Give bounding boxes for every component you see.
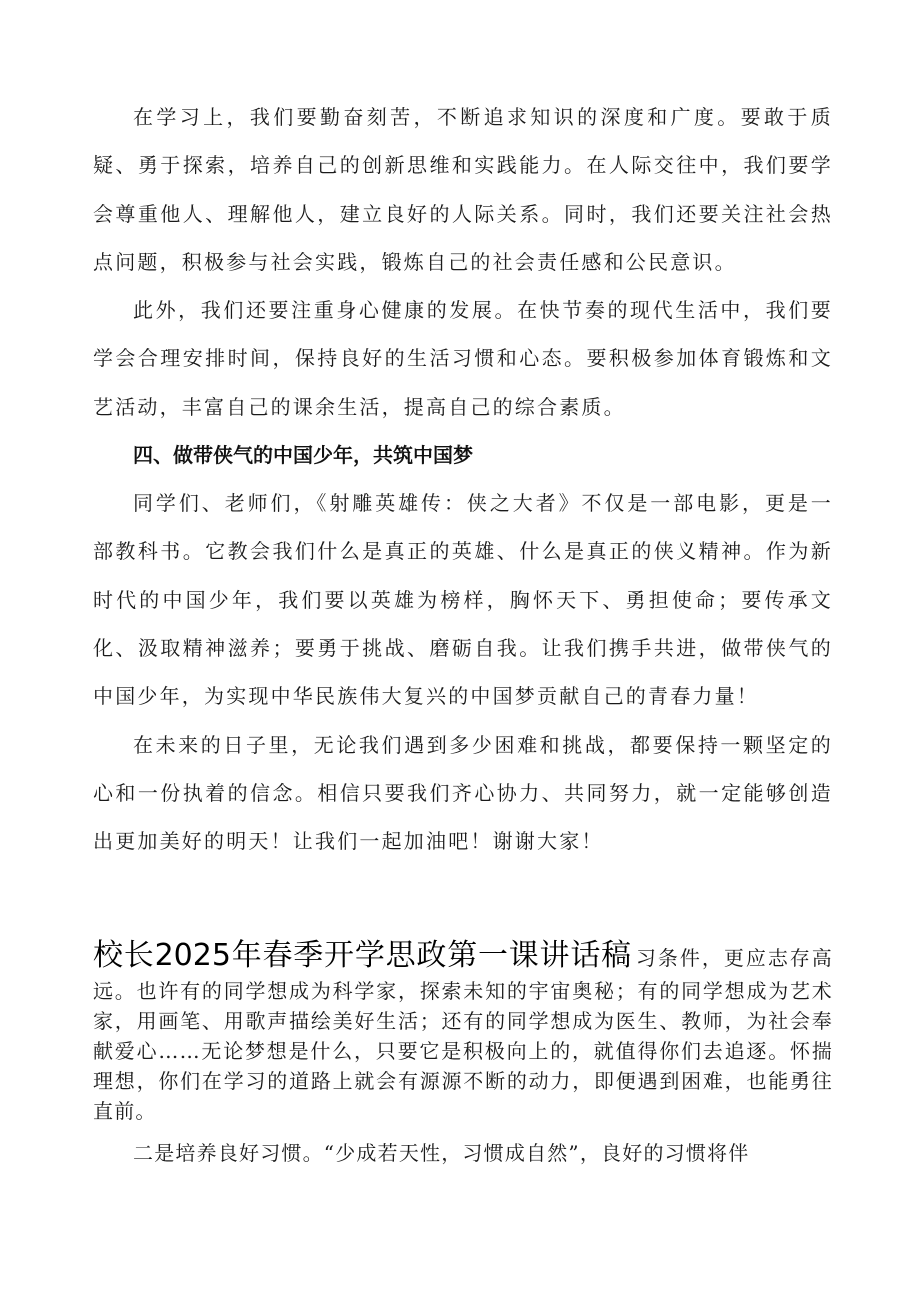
article-title: 校长2025年春季开学思政第一课讲话稿 (93, 938, 632, 973)
paragraph-study: 在学习上，我们要勤奋刻苦，不断追求知识的深度和广度。要敢于质疑、勇于探索，培养自己的创新思维和实践能力。在人际交往中，我们要学会尊重他人、理解他人，建立良好的人际关系。同时，我们还要关注社会热点问题，积极参与社会实践，锻炼自己的社会责任感和公民意识。 (93, 105, 833, 274)
speech-body-section (93, 93, 833, 865)
article-lead (93, 936, 833, 1126)
paragraph-habits: 二是培养良好习惯。“少成若天性，习惯成自然”，良好的习惯将伴 (133, 1141, 750, 1165)
paragraph-closing: 在未来的日子里，无论我们遇到多少困难和挑战，都要保持一颗坚定的心和一份执着的信念。相信只要我们齐心协力、共同努力，就一定能够创造出更加美好的明天！让我们一起加油吧！谢谢大家！ (93, 732, 833, 854)
paragraph-hero-film: 同学们、老师们，《射雕英雄传：侠之大者》不仅是一部电影，更是一部教科书。它教会我们什么是真正的英雄、什么是真正的侠义精神。作为新时代的中国少年，我们要以英雄为榜样，胸怀天下、勇担使命；要传承文化、汲取精神滋养；要勇于挑战、磨砺自我。让我们携手共进，做带侠气的中国少年，为实现中华民族伟大复兴的中国梦贡献自己的青春力量！ (93, 491, 833, 709)
article-lead-text: 习条件，更应志存高远。也许有的同学想成为科学家，探索未知的宇宙奥秘；有的同学想成为艺术家，用画笔、用歌声描绘美好生活；还有的同学想成为医生、教师，为社会奉献爱心……无论梦想是什么，只要它是积极向上的，就值得你们去追逐。怀揣理想，你们在学习的道路上就会有源源不断的动力，即便遇到困难，也能勇往直前。 (93, 946, 833, 1123)
section-heading: 四、做带侠气的中国少年，共筑中国梦 (133, 443, 473, 468)
paragraph-health: 此外，我们还要注重身心健康的发展。在快节奏的现代生活中，我们要学会合理安排时间，保持良好的生活习惯和心态。要积极参加体育锻炼和文艺活动，丰富自己的课余生活，提高自己的综合素质。 (93, 298, 833, 419)
next-article-section (93, 936, 833, 1168)
